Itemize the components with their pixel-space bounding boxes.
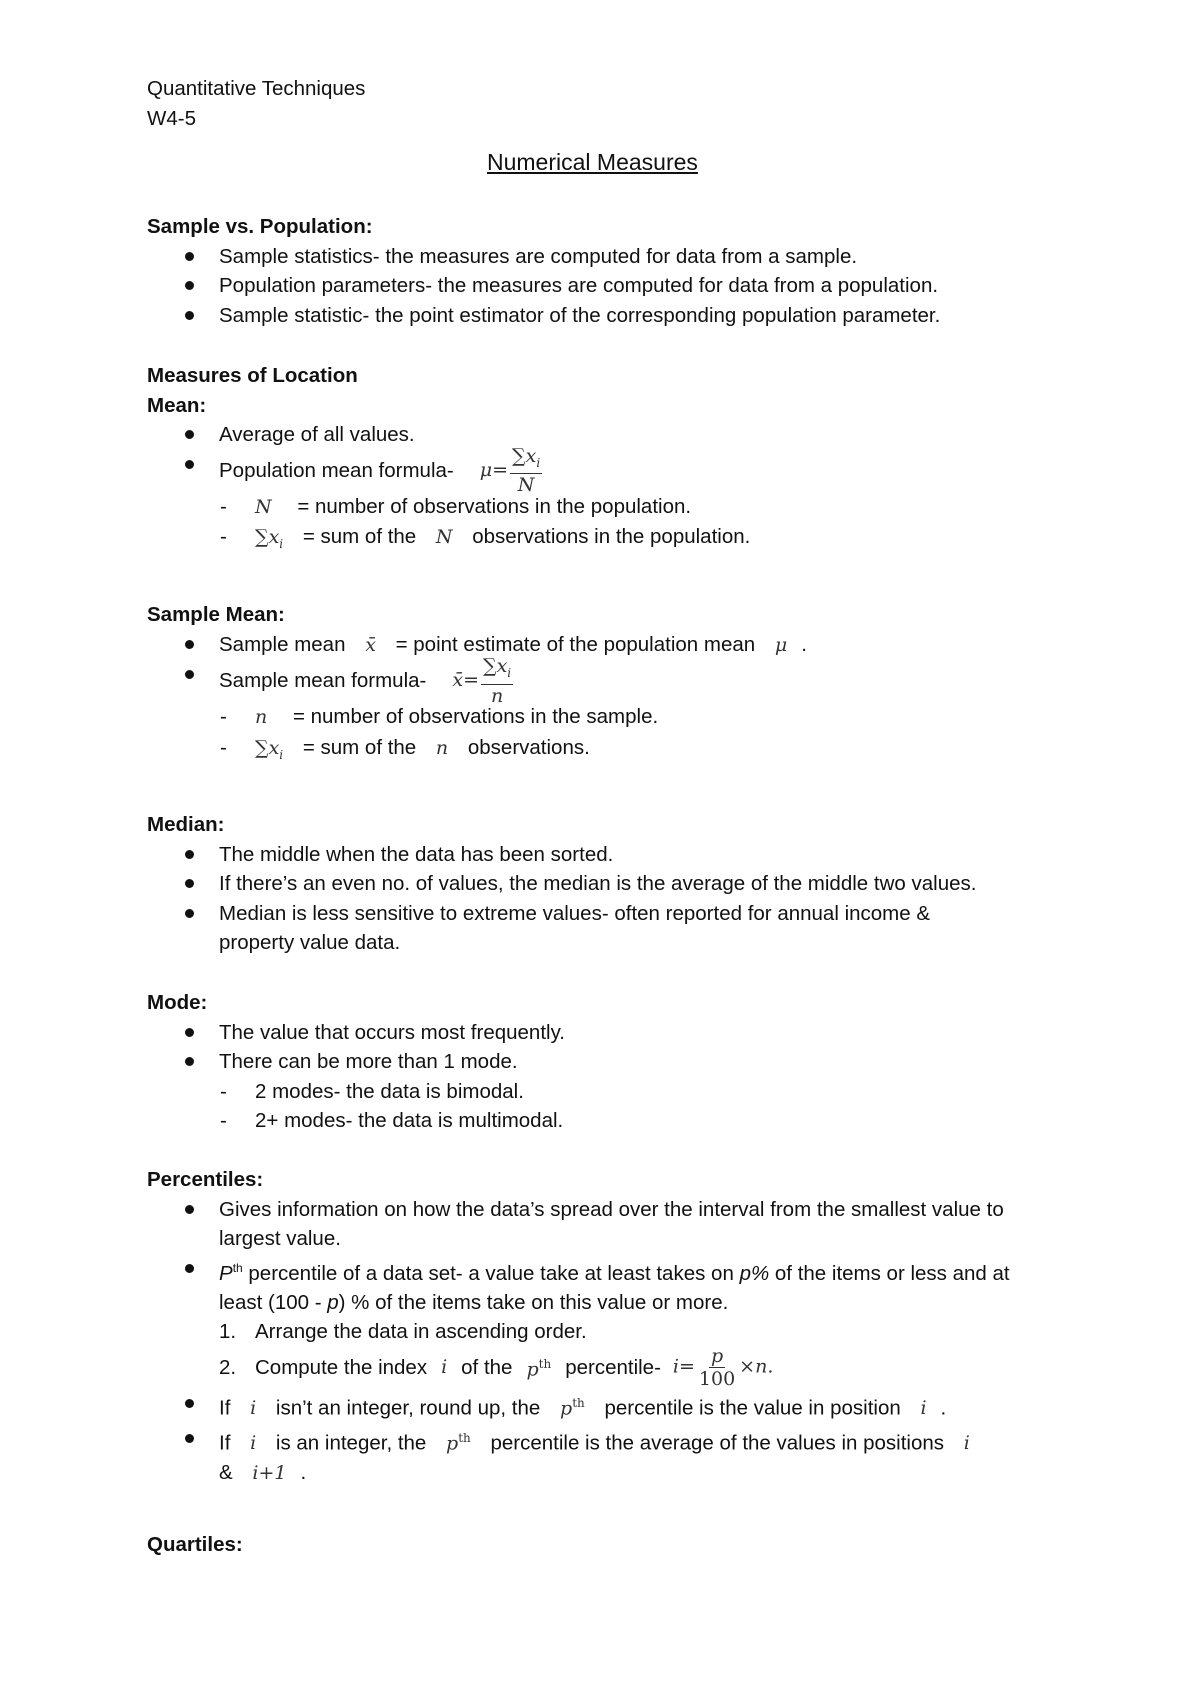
formula-lhs: x̄= (452, 669, 480, 691)
list-item (147, 655, 1067, 707)
list-item-text: is an integer, the (275, 1430, 427, 1454)
sum-x: ∑x (255, 736, 280, 759)
subsection-heading: Sample Mean: (147, 603, 285, 626)
list-item: - 2+ modes- the data is multimodal. (147, 1106, 1067, 1136)
list-item-text: = sum of the (302, 735, 417, 759)
subsection-heading: Median: (147, 813, 225, 836)
page-title: Numerical Measures (487, 149, 698, 175)
sample-mean-formula (452, 655, 515, 707)
var-n: n (255, 706, 268, 728)
population-mean-formula (480, 445, 544, 497)
var-i: i (250, 1397, 257, 1420)
fraction-denominator: n (490, 684, 504, 707)
var-n: n (435, 736, 449, 759)
course-name: Quantitative Techniques (147, 77, 366, 100)
percentiles-section (147, 1165, 1067, 1489)
list-item-text: & (219, 1461, 233, 1485)
list-item (147, 702, 1067, 733)
percentile-index-formula (673, 1345, 773, 1390)
list-item-text: percentile is the value in position (604, 1396, 901, 1420)
list-item (147, 444, 1067, 497)
sum-xi (255, 736, 284, 762)
list-item-text: = point estimate of the population mean (395, 632, 756, 656)
list-item-text: of the (461, 1356, 513, 1380)
subscript-i: i (507, 665, 512, 680)
sample-mean-section (147, 600, 1067, 770)
var-p-percent: p% (739, 1261, 770, 1285)
list-item-text: Arrange the data in ascending order. (255, 1320, 587, 1344)
list-item (147, 1254, 1067, 1318)
subsection-heading: Mode: (147, 991, 208, 1014)
fraction-numerator (481, 655, 513, 685)
formula-lhs: μ= (479, 458, 509, 481)
list-item-text: Sample mean formula- (219, 669, 427, 693)
superscript-th: th (458, 1430, 471, 1445)
list-item-text: ) % of the items take on this value or more. (338, 1290, 729, 1314)
var-N: N (435, 526, 453, 548)
var-i-plus-1: i+1 (252, 1462, 287, 1485)
var-i: i (963, 1431, 970, 1454)
section-heading: Measures of Location (147, 364, 358, 387)
list-item (147, 1389, 1067, 1424)
fraction-numerator (510, 445, 542, 475)
sum-x: ∑x (483, 655, 508, 678)
list-item: - 2 modes- the data is bimodal. (147, 1077, 1067, 1107)
var-i: i (250, 1431, 257, 1454)
list-item: Sample statistic- the point estimator of the corresponding population parameter. (147, 301, 1067, 331)
var-p: p (446, 1431, 459, 1454)
list-item (147, 522, 1067, 559)
period: . (300, 1461, 307, 1485)
var-p: p (560, 1397, 573, 1420)
superscript-th: th (538, 1357, 552, 1372)
measures-of-location-section (147, 361, 1067, 559)
period: . (940, 1396, 947, 1420)
week-label: W4-5 (147, 107, 196, 130)
fraction (697, 1345, 737, 1390)
numbered-item (147, 1347, 1067, 1389)
numbered-item (147, 1317, 1067, 1347)
subscript-i: i (279, 536, 284, 551)
list-item-text: = number of observations in the population. (297, 494, 692, 518)
list-item (147, 492, 1067, 523)
var-p-th (526, 1350, 551, 1385)
list-item-text: percentile is the average of the values in positions (490, 1430, 945, 1454)
list-item-text: If (219, 1396, 231, 1420)
list-item-text: percentile- (565, 1356, 661, 1380)
sample-vs-population-section (147, 212, 1067, 330)
list-item: The middle when the data has been sorted. (147, 840, 1067, 870)
list-item-continuation (147, 1458, 1067, 1489)
section-heading: Sample vs. Population: (147, 215, 373, 238)
subsection-heading: Percentiles: (147, 1168, 264, 1191)
subscript-i: i (536, 455, 541, 470)
list-item-text: observations. (467, 735, 590, 759)
formula-lhs: i= (672, 1355, 695, 1378)
var-p: p (327, 1290, 339, 1314)
fraction-denominator: 100 (698, 1368, 736, 1391)
var-i: i (920, 1397, 927, 1420)
sum-xi (255, 526, 284, 551)
list-item: Sample statistics- the measures are computed for data from a sample. (147, 242, 1067, 272)
list-item-text: observations in the population. (472, 525, 751, 548)
var-N: N (255, 495, 272, 518)
superscript-th: th (232, 1260, 243, 1275)
list-item-text: = sum of the (302, 525, 417, 548)
period: . (801, 632, 807, 656)
list-item-text: If (219, 1430, 231, 1454)
formula-rhs: ×n. (739, 1355, 774, 1378)
list-item: Gives information on how the data’s spread over the interval from the smallest value to largest value. (147, 1195, 1067, 1254)
fraction (481, 655, 513, 707)
item-number: 2. (219, 1356, 237, 1380)
var-p-th (446, 1424, 471, 1459)
list-item: Average of all values. (147, 420, 1067, 450)
list-item: Population parameters- the measures are computed for data from a population. (147, 271, 1067, 301)
var-i: i (441, 1356, 448, 1379)
list-item: The value that occurs most frequently. (147, 1018, 1067, 1048)
sum-x: ∑x (255, 526, 280, 548)
var-p-th (560, 1389, 585, 1424)
var-mu: μ (774, 633, 788, 656)
list-item-text: Compute the index (255, 1356, 428, 1380)
list-item-text: percentile of a data set- a value take at least takes on (242, 1261, 740, 1285)
list-item-text: = number of observations in the sample. (292, 705, 659, 728)
list-item (147, 733, 1067, 770)
list-item-text: of the items or less and at least (100 - (219, 1261, 1010, 1314)
list-item-text: Population mean formula- (219, 458, 454, 482)
var-p: p (526, 1358, 539, 1381)
list-item: There can be more than 1 mode. (147, 1047, 1067, 1077)
list-item-text: Sample mean (219, 632, 346, 656)
list-item-text: isn’t an integer, round up, the (275, 1396, 541, 1420)
var-P: P (219, 1261, 233, 1285)
subsection-heading: Quartiles: (147, 1533, 243, 1556)
item-number: 1. (219, 1320, 237, 1344)
sum-x: ∑x (512, 444, 537, 467)
fraction (510, 445, 542, 497)
list-item: If there’s an even no. of values, the median is the average of the middle two values. (147, 869, 1067, 899)
list-item (147, 1424, 1067, 1459)
fraction-numerator: p (710, 1345, 724, 1368)
fraction-denominator: N (517, 474, 535, 497)
subsection-heading: Mean: (147, 393, 207, 417)
median-section (147, 810, 1067, 958)
list-item: Median is less sensitive to extreme values- often reported for annual income & property value data. (147, 899, 1067, 958)
mode-section (147, 988, 1067, 1136)
var-xbar: x̄ (365, 633, 376, 656)
subscript-i: i (279, 747, 284, 762)
superscript-th: th (572, 1395, 585, 1410)
list-item (147, 630, 1067, 661)
